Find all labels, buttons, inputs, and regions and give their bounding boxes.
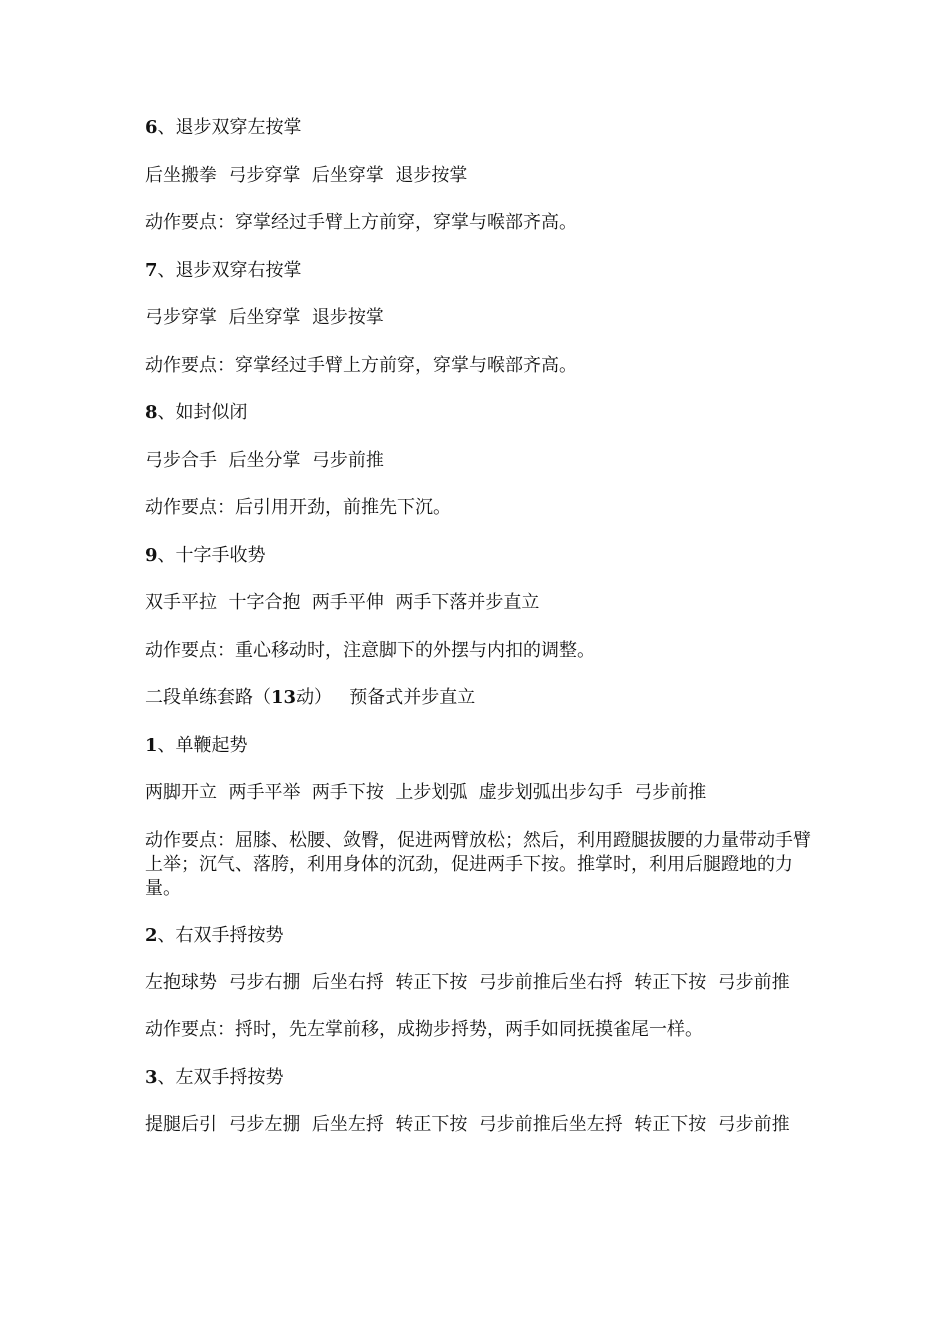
routine-title [145,686,815,710]
heading-text: 、十字手收势 [157,544,266,566]
heading-number: 2 [145,924,158,946]
document-page [145,116,815,1160]
section-heading-9 [145,544,815,568]
heading-text: 、右双手捋按势 [157,924,284,946]
section-heading-6 [145,116,815,140]
movement-list: 弓步穿掌 后坐穿掌 退步按掌 [145,307,384,328]
key-points: 动作要点：重心移动时，注意脚下的外摆与内扣的调整。 [145,639,595,661]
section-heading-2 [145,924,815,948]
key-points: 动作要点：穿掌经过手臂上方前穿，穿掌与喉部齐高。 [145,354,577,376]
heading-number: 8 [145,402,158,423]
routine-title-pre: 二段单练套路（ [145,687,271,708]
section-heading-3 [145,1066,815,1090]
key-points: 动作要点：屈膝、松腰、敛臀，促进两臂放松；然后，利用蹬腿拔腰的力量带动手臂上举；沉气、落胯，利用身体的沉劲，促进两手下按。推掌时，利用后腿蹬地的力量。 [145,829,811,899]
section-heading-8 [145,401,815,425]
routine-move-count: 13 [271,687,297,708]
movement-list: 弓步合手 后坐分掌 弓步前推 [145,449,384,471]
movement-list: 后坐搬拳 弓步穿掌 后坐穿掌 退步按掌 [145,164,468,186]
heading-number: 7 [145,259,158,281]
heading-text: 、退步双穿左按掌 [157,117,302,138]
heading-text: 、单鞭起势 [157,734,248,756]
heading-number: 9 [145,544,158,566]
section-heading-7 [145,259,815,283]
heading-number: 6 [145,117,158,138]
heading-text: 、左双手捋按势 [157,1066,284,1088]
heading-number: 1 [145,734,158,756]
movement-list: 双手平拉 十字合抱 两手平伸 两手下落并步直立 [145,592,540,613]
movement-list: 提腿后引 弓步左掤 后坐左捋 转正下按 弓步前推后坐左捋 转正下按 弓步前推 [145,1114,790,1135]
movement-list: 两脚开立 两手平举 两手下按 上步划弧 虚步划弧出步勾手 弓步前推 [145,782,707,803]
heading-text: 、退步双穿右按掌 [157,259,302,281]
heading-number: 3 [145,1066,158,1088]
section-heading-1 [145,734,815,758]
key-points: 动作要点：后引用开劲，前推先下沉。 [145,497,451,518]
key-points: 动作要点：捋时，先左掌前移，成拗步捋势，两手如同抚摸雀尾一样。 [145,1019,703,1040]
key-points: 动作要点：穿掌经过手臂上方前穿，穿掌与喉部齐高。 [145,212,577,233]
movement-list: 左抱球势 弓步右掤 后坐右捋 转正下按 弓步前推后坐右捋 转正下按 弓步前推 [145,972,790,993]
heading-text: 、如封似闭 [157,402,248,423]
routine-title-post: 动） 预备式并步直立 [296,687,476,708]
